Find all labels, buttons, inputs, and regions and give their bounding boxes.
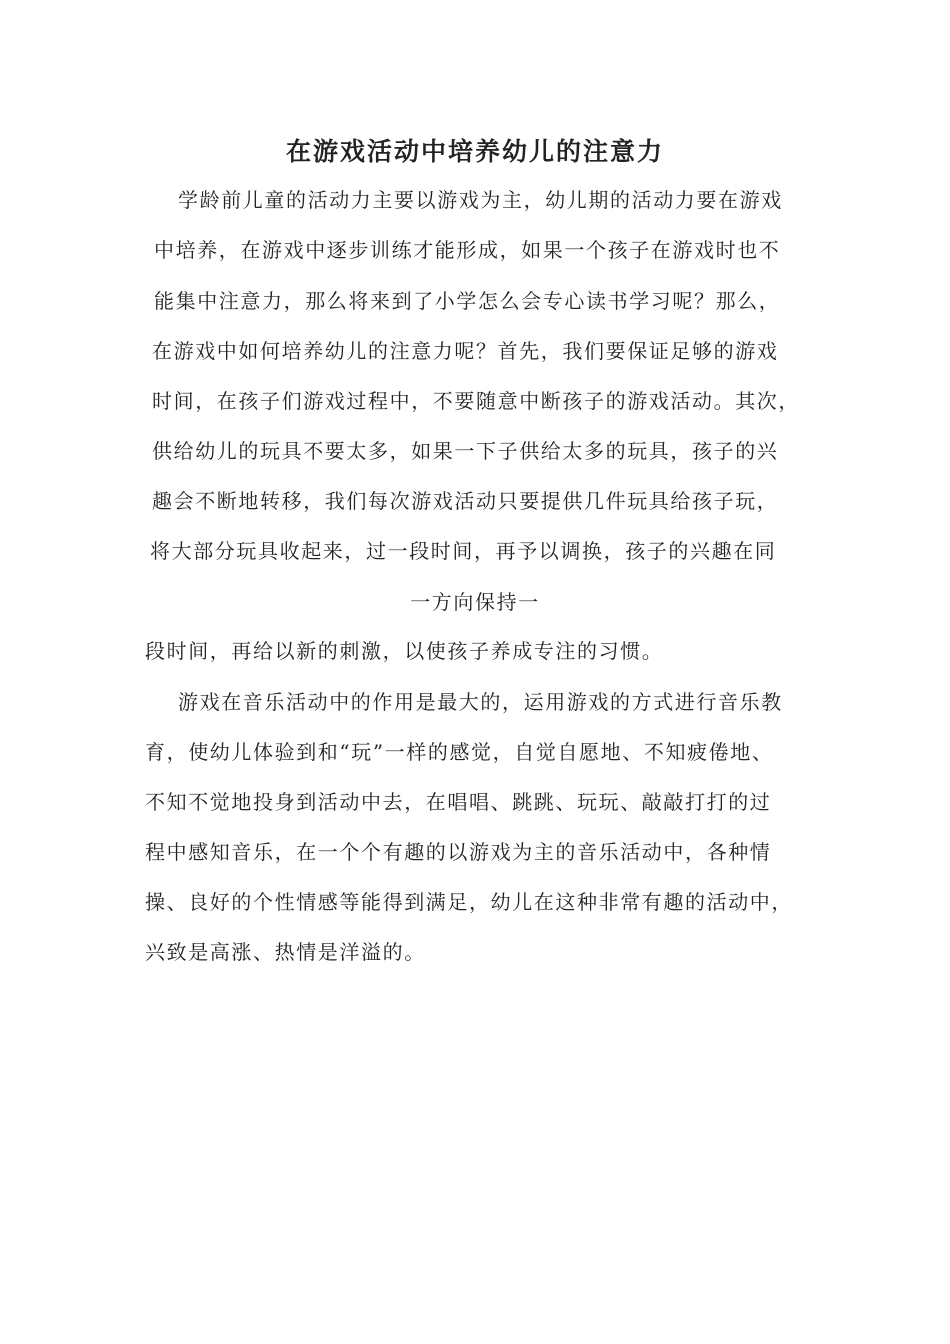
paragraph-line: 中培养，在游戏中逐步训练才能形成，如果一个孩子在游戏时也不 bbox=[154, 238, 781, 262]
paragraph-line: 学龄前儿童的活动力主要以游戏为主，幼儿期的活动力要在游戏 bbox=[178, 188, 783, 212]
paragraph-line: 趣会不断地转移，我们每次游戏活动只要提供几件玩具给孩子玩， bbox=[152, 489, 779, 513]
paragraph-line: 段时间，再给以新的刺激，以使孩子养成专注的习惯。 bbox=[145, 639, 664, 663]
paragraph-line: 程中感知音乐，在一个个有趣的以游戏为主的音乐活动中，各种情 bbox=[145, 840, 772, 864]
paragraph-line: 游戏在音乐活动中的作用是最大的，运用游戏的方式进行音乐教 bbox=[178, 690, 783, 714]
paragraph-line: 育，使幼儿体验到和“玩”一样的感觉，自觉自愿地、不知疲倦地、 bbox=[145, 740, 774, 764]
paragraph-line: 供给幼儿的玩具不要太多，如果一下子供给太多的玩具，孩子的兴 bbox=[152, 439, 779, 463]
paragraph-line: 将大部分玩具收起来，过一段时间，再予以调换，孩子的兴趣在同 bbox=[150, 539, 777, 563]
paragraph-line: 不知不觉地投身到活动中去，在唱唱、跳跳、玩玩、敲敲打打的过 bbox=[145, 790, 772, 814]
paragraph-line: 在游戏中如何培养幼儿的注意力呢？首先，我们要保证足够的游戏 bbox=[152, 339, 779, 363]
document-title: 在游戏活动中培养幼儿的注意力 bbox=[285, 137, 664, 166]
paragraph-line: 时间，在孩子们游戏过程中，不要随意中断孩子的游戏活动。其次， bbox=[152, 389, 800, 413]
paragraph-line: 一方向保持一 bbox=[410, 590, 540, 614]
paragraph-line: 能集中注意力，那么将来到了小学怎么会专心读书学习呢？那么， bbox=[154, 289, 781, 313]
paragraph-line: 兴致是高涨、热情是洋溢的。 bbox=[145, 940, 426, 964]
paragraph-line: 操、良好的个性情感等能得到满足，幼儿在这种非常有趣的活动中， bbox=[145, 890, 793, 914]
